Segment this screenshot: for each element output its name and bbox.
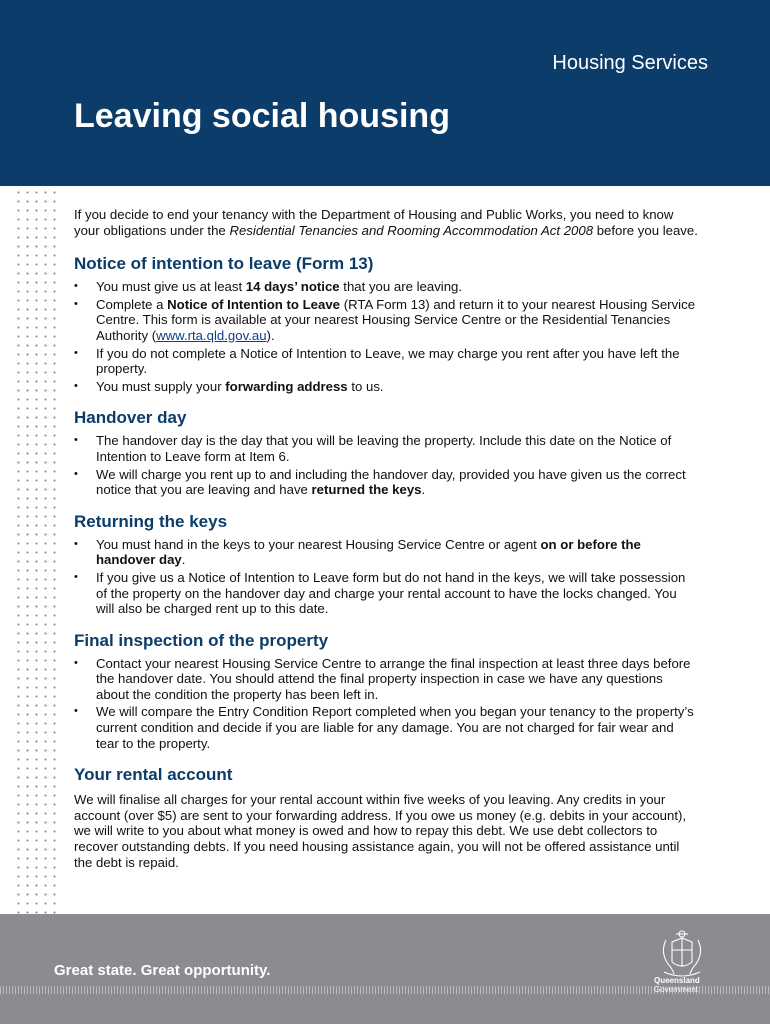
act-title: Residential Tenancies and Rooming Accommodation Act 2008 bbox=[229, 222, 594, 238]
list-item: • You must hand in the keys to your nearest Housing Service Centre or agent on or before the handover day. bbox=[74, 536, 641, 568]
account-paragraph: We will finalise all charges for your rental account within five weeks of you leaving. Any credits in your account (over $5) are sent to your forwarding address. If you owe us money (e.g. debits in your account), we will write to you about what money is owed and how to repay this debt. We use debt collectors to recover outstanding debts. If you need housing assistance again, you will not be offered assistance until the debt is repaid. bbox=[74, 792, 687, 870]
intro-paragraph: If you decide to end your tenancy with the Department of Housing and Public Works, you need to know your obligations under the Residential Tenancies and Rooming Accommodation Act 2008 before you leave. bbox=[74, 207, 698, 238]
decorative-dot-pattern bbox=[14, 188, 58, 914]
service-name: Housing Services bbox=[552, 52, 708, 74]
inspection-list bbox=[74, 656, 698, 752]
bullet-icon: • bbox=[74, 705, 78, 718]
rta-website-link[interactable]: www.rta.qld.gov.au bbox=[156, 327, 267, 343]
list-item: • Contact your nearest Housing Service Centre to arrange the final inspection at least three days before the handover date. You should attend the final property inspection in case we have any questions about the condition the property has been left in. bbox=[74, 655, 691, 702]
page-title: Leaving social housing bbox=[74, 97, 450, 135]
section-heading-handover: Handover day bbox=[74, 408, 187, 428]
bullet-icon: • bbox=[74, 346, 78, 359]
government-wordmark: Queensland Government bbox=[654, 976, 700, 994]
footer-tagline: Great state. Great opportunity. bbox=[54, 962, 271, 979]
main-content bbox=[74, 207, 698, 870]
list-item: • You must supply your forwarding address to us. bbox=[74, 378, 384, 394]
bullet-icon: • bbox=[74, 379, 78, 392]
footer bbox=[0, 914, 770, 1024]
bullet-icon: • bbox=[74, 434, 78, 447]
list-item: • The handover day is the day that you will be leaving the property. Include this date on the Notice of Intention to Leave form at Item 6. bbox=[74, 433, 672, 464]
notice-list bbox=[74, 279, 698, 394]
bullet-icon: • bbox=[74, 467, 78, 480]
list-item: • Complete a Notice of Intention to Leave (RTA Form 13) and return it to your nearest Housing Service Centre. This form is available at your nearest Housing Service Centre or the Residential Tenancies Authority (www.rta.qld.gov.au). bbox=[74, 296, 696, 343]
list-item: • If you give us a Notice of Intention to Leave form but do not hand in the keys, we will take possession of the property on the handover day and charge your rental account to have the locks changed. You will also be charged rent up to this date. bbox=[74, 569, 686, 617]
list-item: • We will compare the Entry Condition Report completed when you began your tenancy to the property’s current condition and decide if you are liable for any damage. You are not charged for fair wear and tear to the property. bbox=[74, 704, 694, 751]
bullet-icon: • bbox=[74, 656, 78, 669]
section-heading-keys: Returning the keys bbox=[74, 511, 228, 531]
bullet-icon: • bbox=[74, 280, 78, 293]
handover-list bbox=[74, 433, 698, 497]
bullet-icon: • bbox=[74, 537, 78, 550]
section-heading-account: Your rental account bbox=[74, 765, 233, 785]
bullet-icon: • bbox=[74, 570, 78, 583]
section-heading-notice: Notice of intention to leave (Form 13) bbox=[74, 254, 374, 274]
keys-list bbox=[74, 537, 698, 617]
list-item: • We will charge you rent up to and including the handover day, provided you have given us the correct notice that you are leaving and have returned the keys. bbox=[74, 466, 686, 498]
section-heading-inspection: Final inspection of the property bbox=[74, 630, 329, 650]
header-banner bbox=[0, 0, 770, 186]
list-item: • You must give us at least 14 days’ notice that you are leaving. bbox=[74, 279, 463, 295]
bullet-icon: • bbox=[74, 297, 78, 310]
list-item: • If you do not complete a Notice of Intention to Leave, we may charge you rent after you have left the property. bbox=[74, 345, 680, 377]
